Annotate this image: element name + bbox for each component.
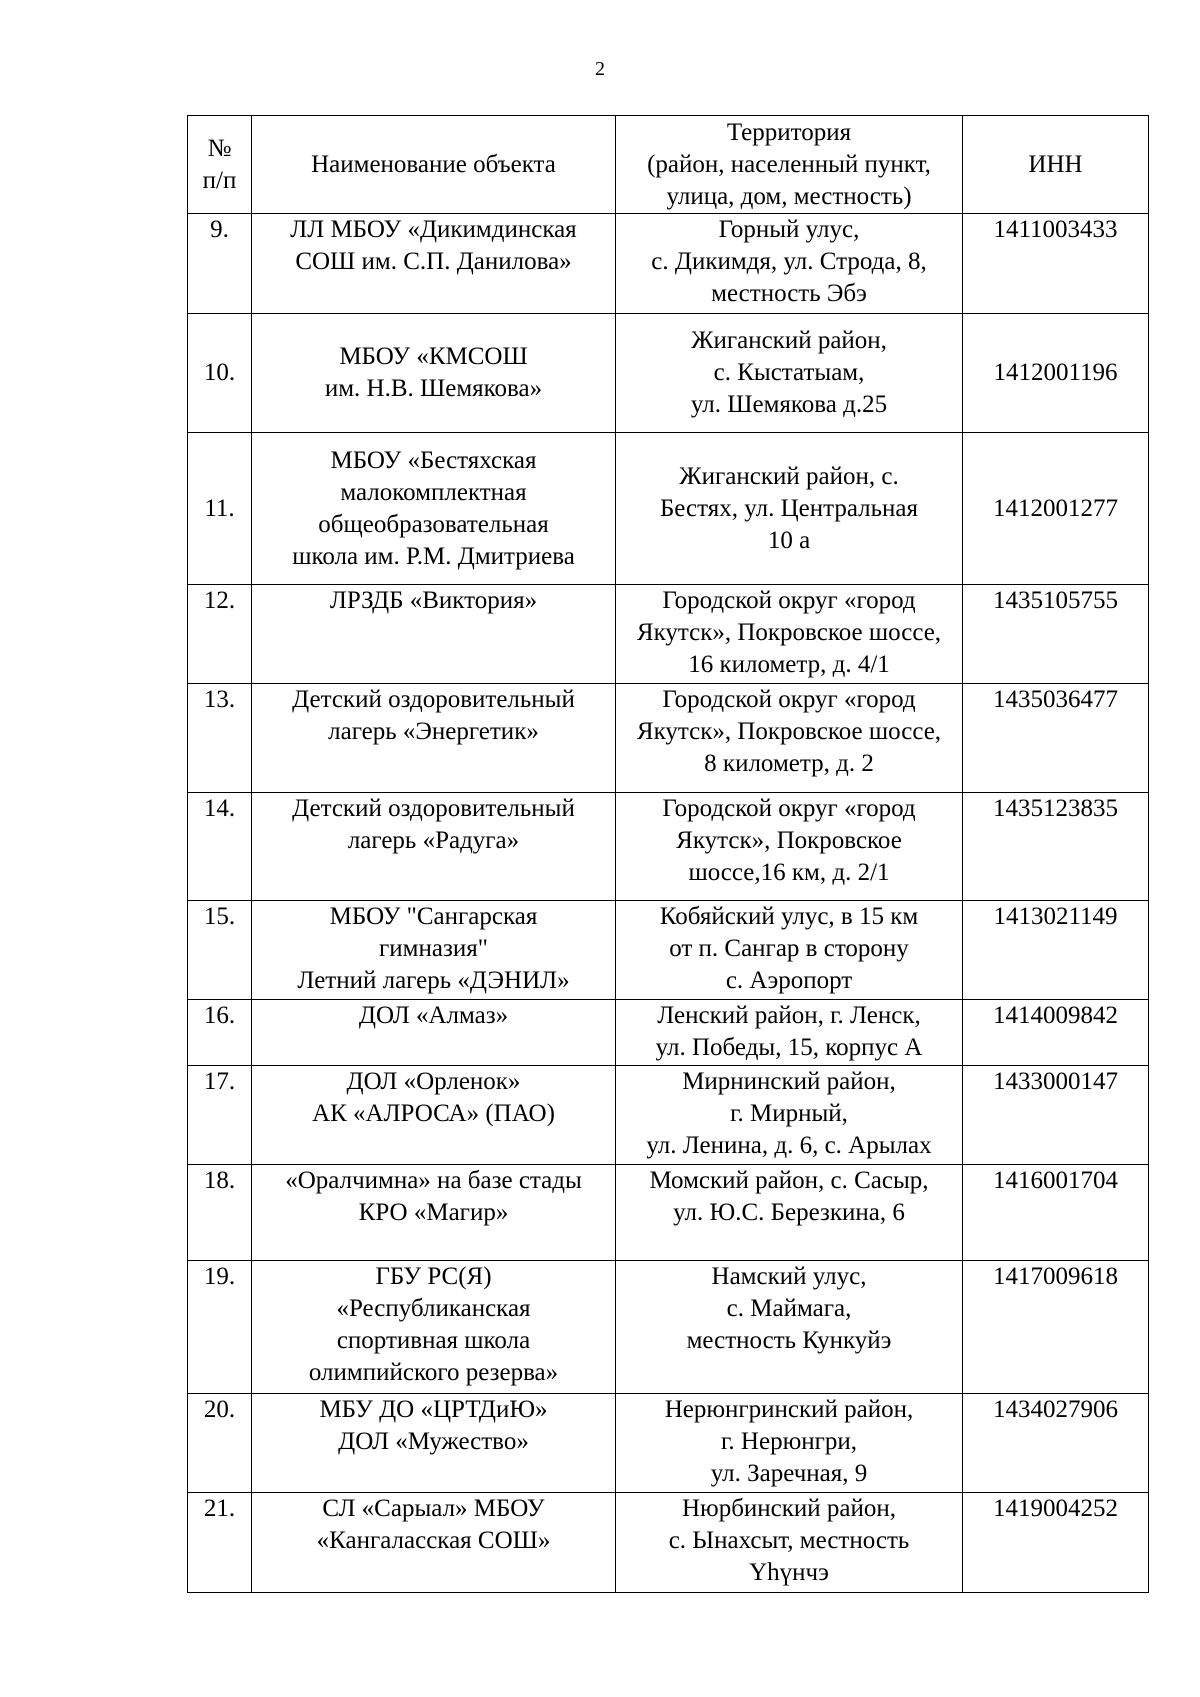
header-num-line: п/п <box>202 166 237 194</box>
territory-line: Городской округ «город <box>662 686 916 713</box>
inn: 1435036477 <box>963 684 1149 793</box>
name-line: «Республиканская <box>336 1295 531 1322</box>
territory-line: Городской округ «город <box>662 587 916 614</box>
territory <box>616 433 963 585</box>
territory-line: Бестях, ул. Центральная <box>659 494 919 522</box>
inn: 1434027906 <box>963 1394 1149 1493</box>
territory <box>616 1394 963 1493</box>
territory-line: ул. Победы, 15, корпус А <box>655 1034 923 1061</box>
territory-line: ул. Ю.С. Березкина, 6 <box>673 1199 905 1226</box>
row-number: 15. <box>188 901 252 1000</box>
territory-line: 16 километр, д. 4/1 <box>688 651 890 678</box>
row-number: 9. <box>188 214 252 314</box>
inn: 1411003433 <box>963 214 1149 314</box>
object-name <box>252 1165 616 1261</box>
territory-line: г. Мирный, <box>730 1100 848 1127</box>
header-num <box>188 116 252 214</box>
territory-line: с. Ынахсыт, местность <box>668 1527 910 1554</box>
table-row <box>188 1066 1149 1165</box>
name-line: МБОУ «КМСОШ <box>339 343 528 370</box>
inn: 1435123835 <box>963 793 1149 901</box>
row-number: 21. <box>188 1493 252 1593</box>
name-line: общеобразовательная <box>318 510 549 538</box>
territory <box>616 1000 963 1066</box>
table-header-row <box>188 116 1149 214</box>
territory <box>616 684 963 793</box>
object-name <box>252 1261 616 1394</box>
table-row <box>188 1000 1149 1066</box>
header-territory-line: (район, населенный пункт, <box>647 150 931 178</box>
object-name <box>252 214 616 314</box>
inn: 1412001196 <box>963 314 1149 433</box>
table-row <box>188 1261 1149 1394</box>
row-number: 12. <box>188 585 252 684</box>
name-line: ЛРЗДБ «Виктория» <box>329 587 538 614</box>
territory-line: Нерюнгринский район, <box>664 1396 914 1423</box>
territory-line: Момский район, с. Сасыр, <box>649 1167 929 1194</box>
table-row <box>188 214 1149 314</box>
row-number: 16. <box>188 1000 252 1066</box>
table-row <box>188 585 1149 684</box>
table-row <box>188 1493 1149 1593</box>
header-name-line: Наименование объекта <box>311 150 556 178</box>
name-line: Детский оздоровительный <box>292 795 575 822</box>
territory-line: Якутск», Покровское шоссе, <box>636 619 942 646</box>
header-inn <box>963 116 1149 214</box>
table-row <box>188 793 1149 901</box>
page-number: 2 <box>595 58 605 80</box>
name-line: ГБУ РС(Я) <box>375 1263 492 1290</box>
object-name <box>252 901 616 1000</box>
territory-line: Жиганский район, <box>691 327 887 354</box>
row-number: 14. <box>188 793 252 901</box>
name-line: ДОЛ «Алмаз» <box>358 1002 509 1029</box>
name-line: олимпийского резерва» <box>308 1359 559 1386</box>
table-row <box>188 901 1149 1000</box>
territory-line: Жиганский район, с. <box>679 462 899 490</box>
territory <box>616 1066 963 1165</box>
territory <box>616 314 963 433</box>
inn: 1412001277 <box>963 433 1149 585</box>
object-name <box>252 1066 616 1165</box>
territory <box>616 585 963 684</box>
row-number: 17. <box>188 1066 252 1165</box>
territory-line: г. Нерюнгри, <box>720 1428 858 1455</box>
name-line: ДОЛ «Орленок» <box>346 1068 521 1095</box>
inn: 1419004252 <box>963 1493 1149 1593</box>
name-line: АК «АЛРОСА» (ПАО) <box>312 1100 555 1127</box>
territory-line: Нюрбинский район, <box>681 1495 897 1522</box>
row-number: 18. <box>188 1165 252 1261</box>
territory-line: Ленский район, г. Ленск, <box>657 1002 921 1029</box>
name-line: «Оралчимна» на базе стады <box>285 1167 582 1194</box>
object-name <box>252 314 616 433</box>
inn: 1433000147 <box>963 1066 1149 1165</box>
territory-line: местность Эбэ <box>711 280 867 307</box>
territory-line: с. Дикимдя, ул. Строда, 8, <box>651 248 927 275</box>
table-row <box>188 314 1149 433</box>
inn: 1417009618 <box>963 1261 1149 1394</box>
territory-line: Городской округ «город <box>662 795 916 822</box>
object-name <box>252 684 616 793</box>
territory <box>616 1261 963 1394</box>
row-number: 19. <box>188 1261 252 1394</box>
object-name <box>252 1493 616 1593</box>
name-line: Детский оздоровительный <box>292 686 575 713</box>
name-line: школа им. Р.М. Дмитриева <box>292 542 575 570</box>
header-num-line: № <box>207 134 232 162</box>
inn: 1416001704 <box>963 1165 1149 1261</box>
object-name <box>252 585 616 684</box>
name-line: ДОЛ «Мужество» <box>338 1428 529 1455</box>
name-line: СЛ «Сарыал» МБОУ <box>322 1495 545 1522</box>
object-name <box>252 1394 616 1493</box>
row-number: 11. <box>188 433 252 585</box>
territory-line: с. Маймага, <box>726 1295 852 1322</box>
territory <box>616 1165 963 1261</box>
inn: 1413021149 <box>963 901 1149 1000</box>
territory-line: ул. Ленина, д. 6, с. Арылах <box>646 1132 932 1159</box>
header-territory-line: Территория <box>726 118 852 146</box>
name-line: малокомплектная <box>340 478 527 506</box>
name-line: Летний лагерь «ДЭНИЛ» <box>297 967 570 994</box>
name-line: МБОУ "Сангарская <box>329 903 538 930</box>
name-line: МБУ ДО «ЦРТДиЮ» <box>319 1396 548 1423</box>
territory <box>616 901 963 1000</box>
row-number: 13. <box>188 684 252 793</box>
name-line: СОШ им. С.П. Данилова» <box>295 248 572 275</box>
name-line: «Кангаласская СОШ» <box>316 1527 551 1554</box>
header-territory-line: улица, дом, местность) <box>666 182 912 210</box>
header-inn-line: ИНН <box>1028 150 1083 178</box>
territory <box>616 1493 963 1593</box>
name-line: ЛЛ МБОУ «Дикимдинская <box>290 216 577 243</box>
name-line: спортивная школа <box>336 1327 531 1354</box>
name-line: гимназия" <box>379 935 488 962</box>
name-line: лагерь «Энергетик» <box>328 718 539 745</box>
territory <box>616 793 963 901</box>
table-row <box>188 1165 1149 1261</box>
territory-line: местность Кункуйэ <box>686 1327 892 1354</box>
territory-line: ул. Заречная, 9 <box>710 1460 868 1487</box>
object-name <box>252 433 616 585</box>
table-row <box>188 433 1149 585</box>
territory-line: 10 а <box>767 526 811 554</box>
territory-line: Якутск», Покровское шоссе, <box>636 718 942 745</box>
name-line: лагерь «Радуга» <box>347 827 520 854</box>
territory-line: Якутск», Покровское <box>676 827 902 854</box>
territory-line: с. Аэропорт <box>725 967 853 994</box>
object-name <box>252 793 616 901</box>
territory-line: 8 километр, д. 2 <box>704 750 874 777</box>
name-line: им. Н.В. Шемякова» <box>324 375 543 402</box>
name-line: МБОУ «Бестяхская <box>330 446 537 474</box>
name-line: КРО «Магир» <box>358 1199 509 1226</box>
territory-line: Горный улус, <box>718 216 860 243</box>
table-row <box>188 684 1149 793</box>
inn: 1414009842 <box>963 1000 1149 1066</box>
territory-line: Намский улус, <box>711 1263 867 1290</box>
inn: 1435105755 <box>963 585 1149 684</box>
territory-line: ул. Шемякова д.25 <box>690 391 888 418</box>
row-number: 20. <box>188 1394 252 1493</box>
territory-line: от п. Сангар в сторону <box>669 935 909 962</box>
territory-line: Мирнинский район, <box>682 1068 896 1095</box>
object-name <box>252 1000 616 1066</box>
header-territory <box>616 116 963 214</box>
territory-line: Кобяйский улус, в 15 км <box>659 903 919 930</box>
header-name <box>252 116 616 214</box>
table-row <box>188 1394 1149 1493</box>
territory <box>616 214 963 314</box>
territory-line: Үһүнчэ <box>749 1559 829 1586</box>
territory-line: шоссе,16 км, д. 2/1 <box>688 859 890 886</box>
territory-line: с. Кыстатыам, <box>713 359 865 386</box>
objects-table <box>187 115 1149 1593</box>
row-number: 10. <box>188 314 252 433</box>
